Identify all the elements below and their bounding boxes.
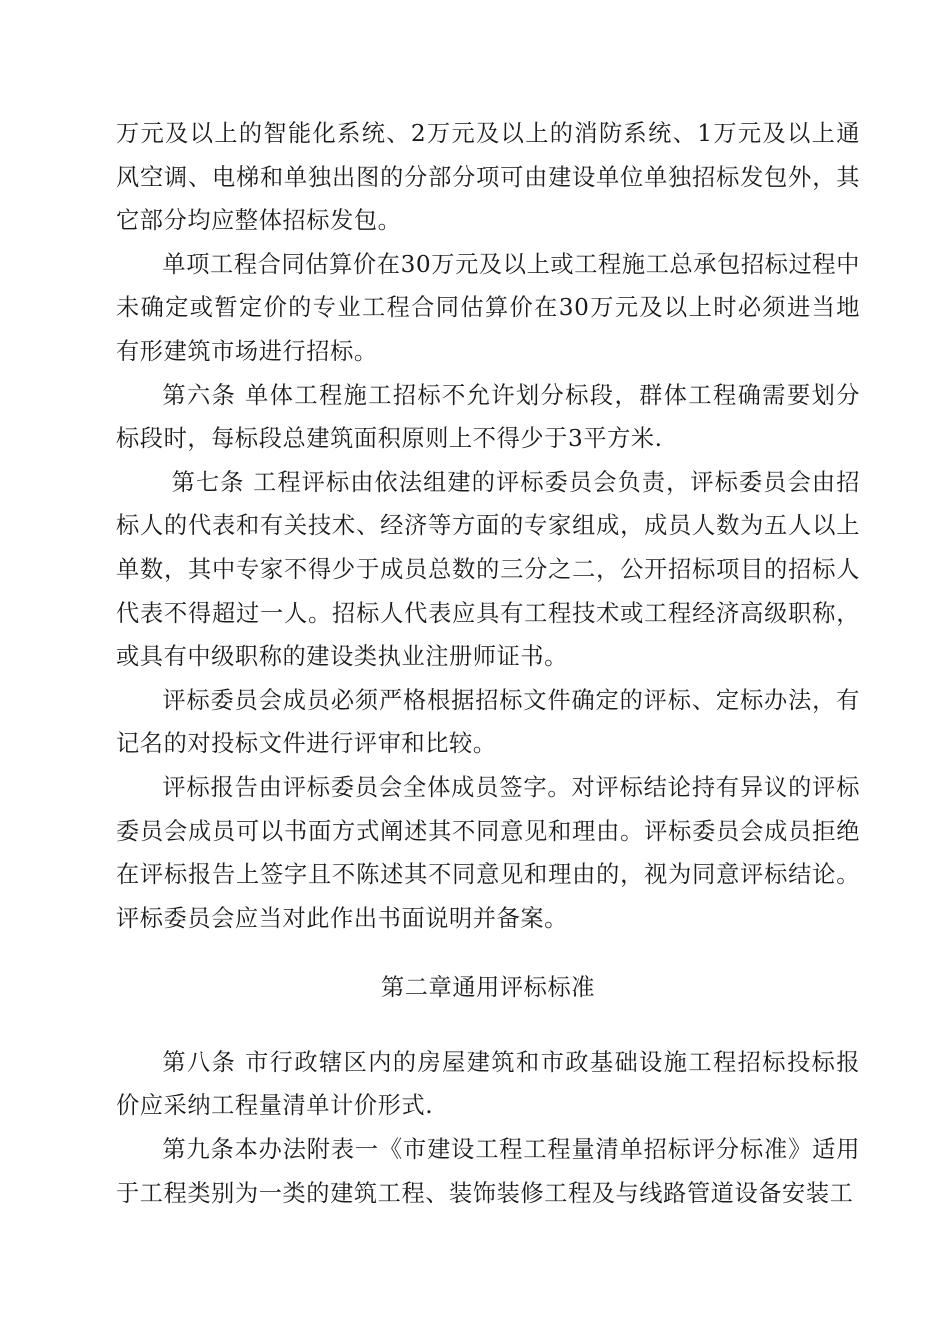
paragraph-committee-review: 评标委员会成员必须严格根据招标文件确定的评标、定标办法，有记名的对投标文件进行评审和比较。 — [116, 686, 860, 758]
chapter-heading: 第二章通用评标标准 — [380, 974, 596, 1002]
paragraph-article-8: 第八条 市行政辖区内的房屋建筑和市政基础设施工程招标投标报价应采纳工程量清单计价形式. — [116, 1048, 860, 1120]
paragraph-article-9: 第九条本办法附表一《市建设工程工程量清单招标评分标准》适用于工程类别为一类的建筑工程、装饰装修工程及与线路管道设备安装工 — [116, 1136, 860, 1207]
paragraph-contract-estimate: 单项工程合同估算价在30万元及以上或工程施工总承包招标过程中未确定或暂定价的专业工程合同估算价在30万元及以上时必须进当地有形建筑市场进行招标。 — [116, 250, 860, 365]
paragraph-article-7: 第七条 工程评标由依法组建的评标委员会负责，评标委员会由招标人的代表和有关技术、经济等方面的专家组成，成员人数为五人以上单数，其中专家不得少于成员总数的三分之二，公开招标项目的招标人代表不得超过一人。招标人代表应具有工程技术或工程经济高级职称，或具有中级职称的建设类执业注册师证书。 — [116, 468, 860, 671]
paragraph-article-6: 第六条 单体工程施工招标不允许划分标段，群体工程确需要划分标段时，每标段总建筑面积原则上不得少于3平方米. — [116, 381, 860, 453]
paragraph-evaluation-report: 评标报告由评标委员会全体成员签字。对评标结论持有异议的评标委员会成员可以书面方式阐述其不同意见和理由。评标委员会成员拒绝在评标报告上签字且不陈述其不同意见和理由的，视为同意评标结论。评标委员会应当对此作出书面说明并备案。 — [116, 773, 860, 932]
paragraph-continuation: 万元及以上的智能化系统、2万元及以上的消防系统、1万元及以上通风空调、电梯和单独出图的分部分项可由建设单位单独招标发包外，其它部分均应整体招标发包。 — [116, 120, 860, 235]
document-page — [116, 112, 860, 1215]
